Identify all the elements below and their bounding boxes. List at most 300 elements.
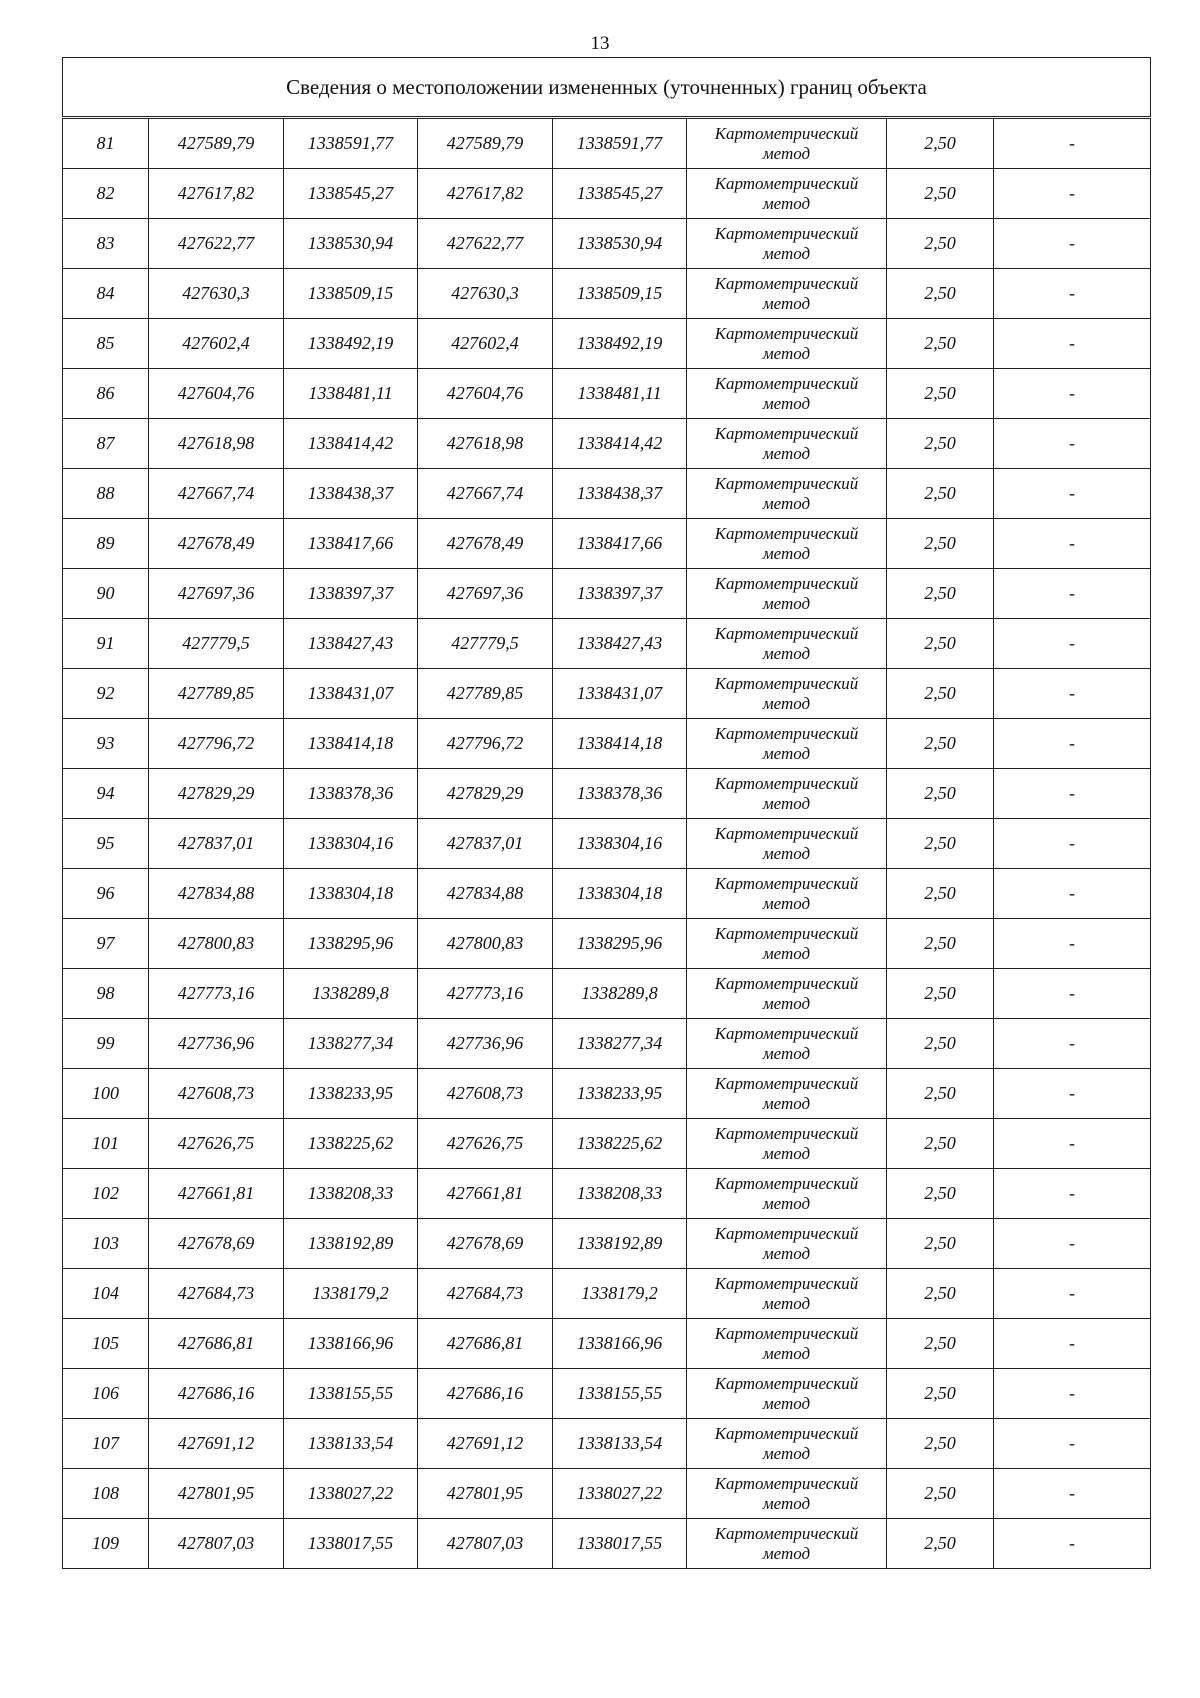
existing-y-cell: 1338591,77	[284, 118, 418, 169]
method-cell	[687, 419, 887, 469]
method-cell	[687, 1469, 887, 1519]
existing-x-cell: 427800,83	[149, 919, 284, 969]
method-line-2: метод	[762, 943, 811, 963]
method-line-1: Картометрический	[714, 1473, 859, 1493]
precision-cell: 2,50	[887, 869, 994, 919]
table-row	[63, 619, 1151, 669]
precision-cell: 2,50	[887, 419, 994, 469]
refined-y-cell: 1338417,66	[553, 519, 687, 569]
refined-x-cell: 427800,83	[418, 919, 553, 969]
table-row	[63, 569, 1151, 619]
refined-x-cell: 427661,81	[418, 1169, 553, 1219]
precision-cell: 2,50	[887, 969, 994, 1019]
method-cell	[687, 719, 887, 769]
precision-cell: 2,50	[887, 118, 994, 169]
method-line-2: метод	[762, 143, 811, 163]
table-row	[63, 919, 1151, 969]
method-cell	[687, 1269, 887, 1319]
table-row	[63, 118, 1151, 169]
existing-y-cell: 1338225,62	[284, 1119, 418, 1169]
method-line-2: метод	[762, 693, 811, 713]
table-row	[63, 1369, 1151, 1419]
refined-y-cell: 1338155,55	[553, 1369, 687, 1419]
table-row	[63, 219, 1151, 269]
existing-x-cell: 427684,73	[149, 1269, 284, 1319]
existing-y-cell: 1338027,22	[284, 1469, 418, 1519]
refined-y-cell: 1338509,15	[553, 269, 687, 319]
refined-x-cell: 427834,88	[418, 869, 553, 919]
point-number-cell: 94	[63, 769, 149, 819]
method-cell	[687, 619, 887, 669]
refined-x-cell: 427630,3	[418, 269, 553, 319]
precision-cell: 2,50	[887, 319, 994, 369]
precision-cell: 2,50	[887, 819, 994, 869]
note-cell: -	[994, 719, 1151, 769]
method-line-2: метод	[762, 793, 811, 813]
refined-y-cell: 1338492,19	[553, 319, 687, 369]
refined-y-cell: 1338192,89	[553, 1219, 687, 1269]
point-number-cell: 96	[63, 869, 149, 919]
precision-cell: 2,50	[887, 1469, 994, 1519]
point-number-cell: 107	[63, 1419, 149, 1469]
existing-y-cell: 1338017,55	[284, 1519, 418, 1569]
method-cell	[687, 1519, 887, 1569]
precision-cell: 2,50	[887, 1369, 994, 1419]
note-cell: -	[994, 269, 1151, 319]
refined-y-cell: 1338438,37	[553, 469, 687, 519]
existing-x-cell: 427667,74	[149, 469, 284, 519]
method-line-2: метод	[762, 893, 811, 913]
table-row	[63, 869, 1151, 919]
note-cell: -	[994, 469, 1151, 519]
table-row	[63, 269, 1151, 319]
existing-x-cell: 427661,81	[149, 1169, 284, 1219]
precision-cell: 2,50	[887, 469, 994, 519]
point-number-cell: 84	[63, 269, 149, 319]
refined-y-cell: 1338414,18	[553, 719, 687, 769]
precision-cell: 2,50	[887, 1319, 994, 1369]
refined-x-cell: 427684,73	[418, 1269, 553, 1319]
precision-cell: 2,50	[887, 269, 994, 319]
table-row	[63, 1019, 1151, 1069]
table-row	[63, 819, 1151, 869]
precision-cell: 2,50	[887, 1119, 994, 1169]
existing-x-cell: 427589,79	[149, 118, 284, 169]
refined-y-cell: 1338545,27	[553, 169, 687, 219]
existing-x-cell: 427678,49	[149, 519, 284, 569]
refined-x-cell: 427789,85	[418, 669, 553, 719]
precision-cell: 2,50	[887, 769, 994, 819]
refined-y-cell: 1338304,16	[553, 819, 687, 869]
note-cell: -	[994, 869, 1151, 919]
method-line-2: метод	[762, 493, 811, 513]
note-cell: -	[994, 1319, 1151, 1369]
refined-x-cell: 427686,16	[418, 1369, 553, 1419]
method-cell	[687, 869, 887, 919]
method-line-1: Картометрический	[714, 123, 859, 143]
method-line-2: метод	[762, 543, 811, 563]
method-line-2: метод	[762, 443, 811, 463]
method-line-2: метод	[762, 1243, 811, 1263]
note-cell: -	[994, 169, 1151, 219]
existing-y-cell: 1338414,42	[284, 419, 418, 469]
point-number-cell: 89	[63, 519, 149, 569]
method-cell	[687, 369, 887, 419]
refined-y-cell: 1338166,96	[553, 1319, 687, 1369]
table-row	[63, 369, 1151, 419]
refined-x-cell: 427667,74	[418, 469, 553, 519]
note-cell: -	[994, 819, 1151, 869]
note-cell: -	[994, 1469, 1151, 1519]
method-line-1: Картометрический	[714, 873, 859, 893]
method-line-1: Картометрический	[714, 1123, 859, 1143]
existing-x-cell: 427697,36	[149, 569, 284, 619]
refined-x-cell: 427796,72	[418, 719, 553, 769]
refined-y-cell: 1338530,94	[553, 219, 687, 269]
refined-y-cell: 1338591,77	[553, 118, 687, 169]
existing-y-cell: 1338304,18	[284, 869, 418, 919]
point-number-cell: 81	[63, 118, 149, 169]
note-cell: -	[994, 519, 1151, 569]
method-line-2: метод	[762, 243, 811, 263]
method-cell	[687, 519, 887, 569]
table-title-row	[63, 58, 1151, 118]
refined-y-cell: 1338289,8	[553, 969, 687, 1019]
table-row	[63, 769, 1151, 819]
note-cell: -	[994, 769, 1151, 819]
refined-y-cell: 1338017,55	[553, 1519, 687, 1569]
refined-y-cell: 1338027,22	[553, 1469, 687, 1519]
precision-cell: 2,50	[887, 1519, 994, 1569]
existing-x-cell: 427686,81	[149, 1319, 284, 1369]
refined-x-cell: 427779,5	[418, 619, 553, 669]
refined-y-cell: 1338225,62	[553, 1119, 687, 1169]
method-cell	[687, 669, 887, 719]
existing-x-cell: 427837,01	[149, 819, 284, 869]
method-cell	[687, 1219, 887, 1269]
note-cell: -	[994, 1019, 1151, 1069]
refined-y-cell: 1338304,18	[553, 869, 687, 919]
existing-x-cell: 427807,03	[149, 1519, 284, 1569]
method-line-1: Картометрический	[714, 1073, 859, 1093]
method-line-1: Картометрический	[714, 1173, 859, 1193]
page-number: 13	[590, 33, 610, 54]
table-row	[63, 1219, 1151, 1269]
refined-x-cell: 427617,82	[418, 169, 553, 219]
method-line-1: Картометрический	[714, 1373, 859, 1393]
method-line-2: метод	[762, 643, 811, 663]
method-line-2: метод	[762, 743, 811, 763]
point-number-cell: 99	[63, 1019, 149, 1069]
method-line-2: метод	[762, 393, 811, 413]
method-line-1: Картометрический	[714, 573, 859, 593]
method-cell	[687, 319, 887, 369]
existing-y-cell: 1338295,96	[284, 919, 418, 969]
point-number-cell: 91	[63, 619, 149, 669]
method-line-2: метод	[762, 843, 811, 863]
existing-y-cell: 1338545,27	[284, 169, 418, 219]
point-number-cell: 106	[63, 1369, 149, 1419]
note-cell: -	[994, 419, 1151, 469]
method-line-1: Картометрический	[714, 273, 859, 293]
precision-cell: 2,50	[887, 1419, 994, 1469]
method-line-1: Картометрический	[714, 1323, 859, 1343]
refined-x-cell: 427807,03	[418, 1519, 553, 1569]
point-number-cell: 86	[63, 369, 149, 419]
table-row	[63, 1419, 1151, 1469]
method-line-2: метод	[762, 1093, 811, 1113]
point-number-cell: 90	[63, 569, 149, 619]
method-line-1: Картометрический	[714, 1023, 859, 1043]
point-number-cell: 92	[63, 669, 149, 719]
point-number-cell: 95	[63, 819, 149, 869]
existing-y-cell: 1338414,18	[284, 719, 418, 769]
method-cell	[687, 469, 887, 519]
existing-y-cell: 1338277,34	[284, 1019, 418, 1069]
precision-cell: 2,50	[887, 919, 994, 969]
refined-x-cell: 427801,95	[418, 1469, 553, 1519]
existing-y-cell: 1338378,36	[284, 769, 418, 819]
method-line-2: метод	[762, 993, 811, 1013]
table-row	[63, 519, 1151, 569]
existing-y-cell: 1338509,15	[284, 269, 418, 319]
existing-y-cell: 1338438,37	[284, 469, 418, 519]
refined-y-cell: 1338427,43	[553, 619, 687, 669]
method-cell	[687, 769, 887, 819]
table-title: Сведения о местоположении измененных (уточненных) границ объекта	[63, 58, 1151, 118]
method-cell	[687, 1169, 887, 1219]
method-line-2: метод	[762, 1443, 811, 1463]
table-row	[63, 969, 1151, 1019]
existing-x-cell: 427617,82	[149, 169, 284, 219]
table-row	[63, 1269, 1151, 1319]
method-cell	[687, 219, 887, 269]
existing-y-cell: 1338166,96	[284, 1319, 418, 1369]
refined-x-cell: 427697,36	[418, 569, 553, 619]
existing-y-cell: 1338481,11	[284, 369, 418, 419]
method-cell	[687, 969, 887, 1019]
point-number-cell: 85	[63, 319, 149, 369]
note-cell: -	[994, 1169, 1151, 1219]
existing-y-cell: 1338417,66	[284, 519, 418, 569]
method-line-2: метод	[762, 1293, 811, 1313]
existing-x-cell: 427773,16	[149, 969, 284, 1019]
method-line-1: Картометрический	[714, 1423, 859, 1443]
precision-cell: 2,50	[887, 569, 994, 619]
precision-cell: 2,50	[887, 1269, 994, 1319]
point-number-cell: 97	[63, 919, 149, 969]
existing-y-cell: 1338192,89	[284, 1219, 418, 1269]
table-row	[63, 1469, 1151, 1519]
refined-y-cell: 1338233,95	[553, 1069, 687, 1119]
method-line-2: метод	[762, 193, 811, 213]
method-cell	[687, 1369, 887, 1419]
refined-x-cell: 427622,77	[418, 219, 553, 269]
method-cell	[687, 1319, 887, 1369]
existing-y-cell: 1338397,37	[284, 569, 418, 619]
refined-y-cell: 1338208,33	[553, 1169, 687, 1219]
note-cell: -	[994, 919, 1151, 969]
table-row	[63, 1119, 1151, 1169]
refined-x-cell: 427618,98	[418, 419, 553, 469]
note-cell: -	[994, 1369, 1151, 1419]
method-line-1: Картометрический	[714, 523, 859, 543]
point-number-cell: 93	[63, 719, 149, 769]
point-number-cell: 101	[63, 1119, 149, 1169]
method-line-1: Картометрический	[714, 1223, 859, 1243]
refined-y-cell: 1338431,07	[553, 669, 687, 719]
refined-y-cell: 1338133,54	[553, 1419, 687, 1469]
precision-cell: 2,50	[887, 1069, 994, 1119]
note-cell: -	[994, 369, 1151, 419]
point-number-cell: 104	[63, 1269, 149, 1319]
precision-cell: 2,50	[887, 719, 994, 769]
note-cell: -	[994, 118, 1151, 169]
existing-y-cell: 1338233,95	[284, 1069, 418, 1119]
precision-cell: 2,50	[887, 1169, 994, 1219]
existing-x-cell: 427691,12	[149, 1419, 284, 1469]
method-line-1: Картометрический	[714, 1273, 859, 1293]
refined-y-cell: 1338179,2	[553, 1269, 687, 1319]
method-line-2: метод	[762, 1043, 811, 1063]
method-cell	[687, 819, 887, 869]
precision-cell: 2,50	[887, 1219, 994, 1269]
refined-y-cell: 1338277,34	[553, 1019, 687, 1069]
existing-y-cell: 1338530,94	[284, 219, 418, 269]
table-row	[63, 1319, 1151, 1369]
point-number-cell: 109	[63, 1519, 149, 1569]
point-number-cell: 83	[63, 219, 149, 269]
method-line-2: метод	[762, 1143, 811, 1163]
point-number-cell: 100	[63, 1069, 149, 1119]
point-number-cell: 102	[63, 1169, 149, 1219]
existing-y-cell: 1338431,07	[284, 669, 418, 719]
point-number-cell: 98	[63, 969, 149, 1019]
table-row	[63, 419, 1151, 469]
refined-y-cell: 1338378,36	[553, 769, 687, 819]
existing-x-cell: 427789,85	[149, 669, 284, 719]
point-number-cell: 82	[63, 169, 149, 219]
method-line-2: метод	[762, 1493, 811, 1513]
precision-cell: 2,50	[887, 619, 994, 669]
method-line-1: Картометрический	[714, 223, 859, 243]
point-number-cell: 88	[63, 469, 149, 519]
refined-x-cell: 427686,81	[418, 1319, 553, 1369]
method-line-1: Картометрический	[714, 673, 859, 693]
existing-y-cell: 1338427,43	[284, 619, 418, 669]
existing-x-cell: 427678,69	[149, 1219, 284, 1269]
existing-x-cell: 427602,4	[149, 319, 284, 369]
method-cell	[687, 1069, 887, 1119]
boundary-table	[62, 57, 1151, 1569]
method-line-1: Картометрический	[714, 173, 859, 193]
refined-x-cell: 427773,16	[418, 969, 553, 1019]
existing-x-cell: 427736,96	[149, 1019, 284, 1069]
note-cell: -	[994, 569, 1151, 619]
method-line-1: Картометрический	[714, 773, 859, 793]
table-row	[63, 1519, 1151, 1569]
precision-cell: 2,50	[887, 169, 994, 219]
method-line-1: Картометрический	[714, 423, 859, 443]
method-line-2: метод	[762, 343, 811, 363]
method-line-1: Картометрический	[714, 323, 859, 343]
method-line-2: метод	[762, 593, 811, 613]
existing-y-cell: 1338208,33	[284, 1169, 418, 1219]
precision-cell: 2,50	[887, 369, 994, 419]
table-row	[63, 319, 1151, 369]
method-line-1: Картометрический	[714, 923, 859, 943]
precision-cell: 2,50	[887, 519, 994, 569]
existing-x-cell: 427626,75	[149, 1119, 284, 1169]
note-cell: -	[994, 1419, 1151, 1469]
table-row	[63, 669, 1151, 719]
existing-x-cell: 427622,77	[149, 219, 284, 269]
method-cell	[687, 1119, 887, 1169]
note-cell: -	[994, 619, 1151, 669]
note-cell: -	[994, 1219, 1151, 1269]
method-cell	[687, 269, 887, 319]
existing-x-cell: 427829,29	[149, 769, 284, 819]
refined-x-cell: 427604,76	[418, 369, 553, 419]
method-cell	[687, 118, 887, 169]
existing-x-cell: 427608,73	[149, 1069, 284, 1119]
method-line-2: метод	[762, 1193, 811, 1213]
refined-y-cell: 1338295,96	[553, 919, 687, 969]
refined-x-cell: 427691,12	[418, 1419, 553, 1469]
existing-y-cell: 1338304,16	[284, 819, 418, 869]
method-line-1: Картометрический	[714, 973, 859, 993]
existing-x-cell: 427686,16	[149, 1369, 284, 1419]
refined-y-cell: 1338481,11	[553, 369, 687, 419]
note-cell: -	[994, 1069, 1151, 1119]
method-cell	[687, 1419, 887, 1469]
precision-cell: 2,50	[887, 219, 994, 269]
refined-x-cell: 427678,69	[418, 1219, 553, 1269]
refined-y-cell: 1338397,37	[553, 569, 687, 619]
note-cell: -	[994, 219, 1151, 269]
refined-x-cell: 427678,49	[418, 519, 553, 569]
existing-y-cell: 1338155,55	[284, 1369, 418, 1419]
existing-x-cell: 427604,76	[149, 369, 284, 419]
existing-y-cell: 1338289,8	[284, 969, 418, 1019]
existing-y-cell: 1338179,2	[284, 1269, 418, 1319]
method-cell	[687, 919, 887, 969]
table-row	[63, 169, 1151, 219]
table-row	[63, 1069, 1151, 1119]
method-line-1: Картометрический	[714, 1523, 859, 1543]
refined-x-cell: 427736,96	[418, 1019, 553, 1069]
existing-x-cell: 427801,95	[149, 1469, 284, 1519]
existing-x-cell: 427618,98	[149, 419, 284, 469]
method-line-1: Картометрический	[714, 473, 859, 493]
method-cell	[687, 169, 887, 219]
existing-y-cell: 1338492,19	[284, 319, 418, 369]
table-body	[63, 118, 1151, 1569]
method-cell	[687, 1019, 887, 1069]
point-number-cell: 103	[63, 1219, 149, 1269]
existing-y-cell: 1338133,54	[284, 1419, 418, 1469]
method-line-1: Картометрический	[714, 723, 859, 743]
table-row	[63, 719, 1151, 769]
note-cell: -	[994, 969, 1151, 1019]
precision-cell: 2,50	[887, 1019, 994, 1069]
precision-cell: 2,50	[887, 669, 994, 719]
table-row	[63, 469, 1151, 519]
existing-x-cell: 427796,72	[149, 719, 284, 769]
point-number-cell: 108	[63, 1469, 149, 1519]
point-number-cell: 105	[63, 1319, 149, 1369]
point-number-cell: 87	[63, 419, 149, 469]
